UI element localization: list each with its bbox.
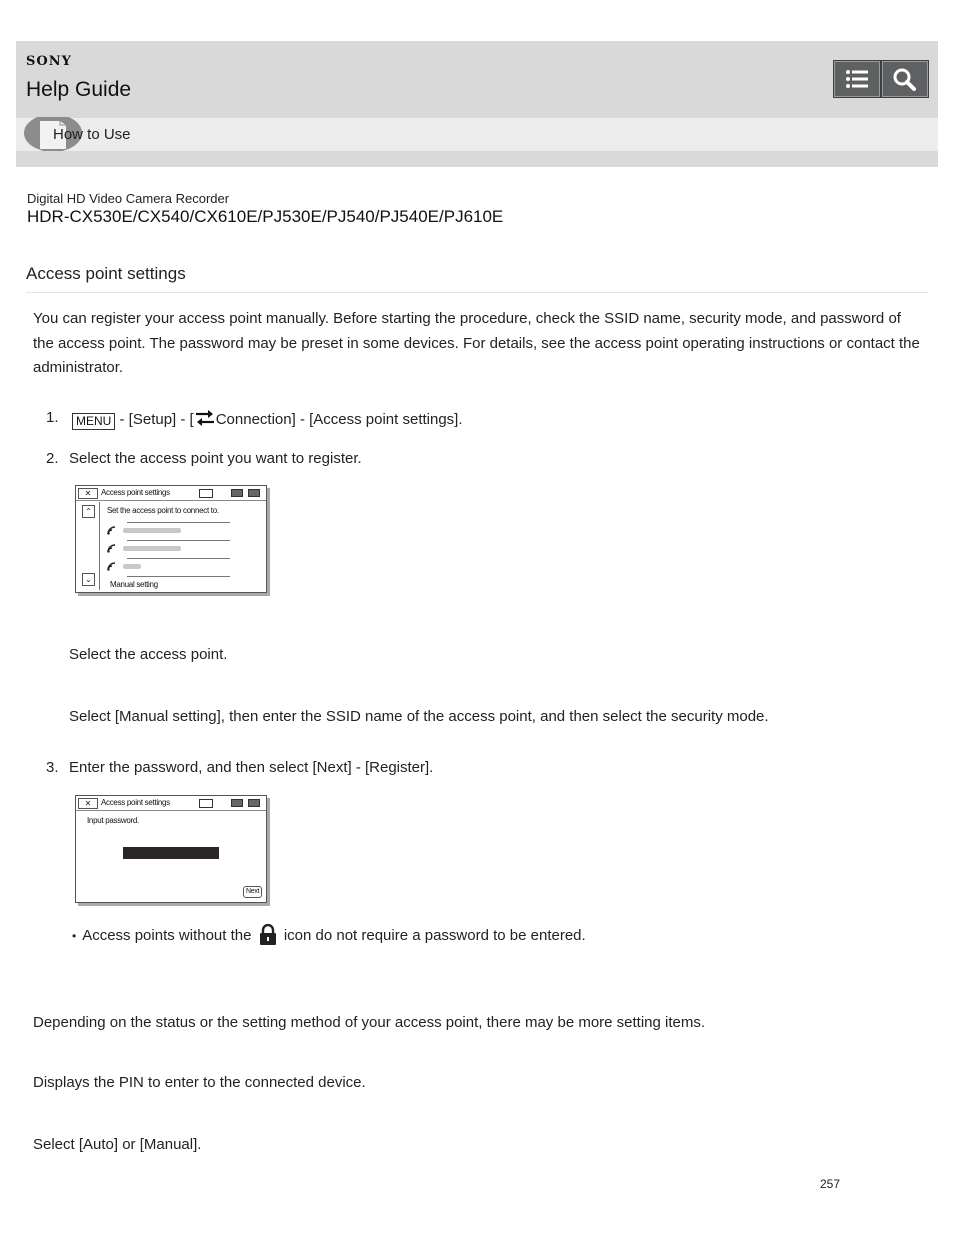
battery-icon xyxy=(231,799,243,807)
row-divider xyxy=(127,522,230,523)
section-bar-bottom xyxy=(16,151,938,167)
wifi-icon xyxy=(107,526,116,535)
lock-icon xyxy=(259,924,277,945)
media-icon xyxy=(248,489,260,497)
lock-note-text-b: icon do not require a password to be entered. xyxy=(283,927,586,944)
access-point-list-screen xyxy=(75,485,267,593)
wps-pin-description: Displays the PIN to enter to the connected device. xyxy=(33,1074,366,1091)
screen-titlebar xyxy=(76,486,266,501)
row-divider xyxy=(127,540,230,541)
product-models: HDR-CX530E/CX540/CX610E/PJ530E/PJ540/PJ540E/PJ610E xyxy=(27,207,504,226)
screen-titlebar xyxy=(76,796,266,811)
manual-setting-item: Manual setting xyxy=(110,580,158,589)
list-icon xyxy=(844,67,870,91)
case-manual-setting: Select [Manual setting], then enter the SSID name of the access point, and then select the security mode. xyxy=(69,708,769,725)
site-title[interactable]: Help Guide xyxy=(26,78,132,101)
menu-key: MENU xyxy=(72,413,115,430)
lock-note xyxy=(72,924,586,945)
screen-prompt: Set the access point to connect to. xyxy=(107,506,219,515)
ssid-placeholder xyxy=(123,546,181,551)
ssid-placeholder xyxy=(123,564,141,569)
card-icon xyxy=(199,799,213,808)
password-field xyxy=(123,847,219,859)
scroll-down-icon: ⌄ xyxy=(82,573,95,586)
search-button[interactable] xyxy=(881,60,929,98)
next-button: Next xyxy=(243,886,262,898)
page-number: 257 xyxy=(820,1177,841,1191)
connection-arrows-icon xyxy=(194,409,216,427)
screen-prompt: Input password. xyxy=(87,816,139,825)
step-2-text: Select the access point you want to register. xyxy=(69,450,362,467)
ssid-placeholder xyxy=(123,528,181,533)
site-header xyxy=(16,41,938,118)
toc-button[interactable] xyxy=(833,60,881,98)
section-label[interactable]: How to Use xyxy=(53,126,131,143)
ip-setting-description: Select [Auto] or [Manual]. xyxy=(33,1136,202,1153)
product-category: Digital HD Video Camera Recorder xyxy=(27,191,230,206)
step-3-number: 3. xyxy=(46,759,59,776)
intro-paragraph: You can register your access point manually. Before starting the procedure, check the SSID name, security mode, and password of the access point. The password may be preset in some devices. For details, see the access point operating instructions or contact the administrator. xyxy=(33,310,920,376)
step-2-number: 2. xyxy=(46,450,59,467)
search-icon xyxy=(892,67,918,91)
step-1 xyxy=(72,409,463,430)
step-1-text-a: - [Setup] - [ xyxy=(119,411,194,428)
bullet: • xyxy=(72,929,77,943)
screen-title: Access point settings xyxy=(101,798,170,807)
screen-divider xyxy=(99,502,100,590)
password-screen xyxy=(75,795,267,903)
title-divider xyxy=(26,292,928,293)
close-icon: ✕ xyxy=(78,798,98,809)
row-divider xyxy=(127,576,230,577)
case-existing-ap: Select the access point. xyxy=(69,646,228,663)
lock-note-text-a: Access points without the xyxy=(82,927,252,944)
media-icon xyxy=(248,799,260,807)
step-3-text: Enter the password, and then select [Next] - [Register]. xyxy=(69,759,434,776)
wifi-icon xyxy=(107,562,116,571)
brand-logo: SONY xyxy=(26,54,72,69)
wifi-icon xyxy=(107,544,116,553)
scroll-up-icon: ⌃ xyxy=(82,505,95,518)
more-items-note: Depending on the status or the setting method of your access point, there may be more setting items. xyxy=(33,1014,706,1031)
page-title: Access point settings xyxy=(26,264,186,283)
card-icon xyxy=(199,489,213,498)
row-divider xyxy=(127,558,230,559)
step-1-text-b: Connection] - [Access point settings]. xyxy=(215,411,463,428)
battery-icon xyxy=(231,489,243,497)
close-icon: ✕ xyxy=(78,488,98,499)
section-bar xyxy=(16,118,938,151)
screen-title: Access point settings xyxy=(101,488,170,497)
step-1-number: 1. xyxy=(46,409,59,426)
